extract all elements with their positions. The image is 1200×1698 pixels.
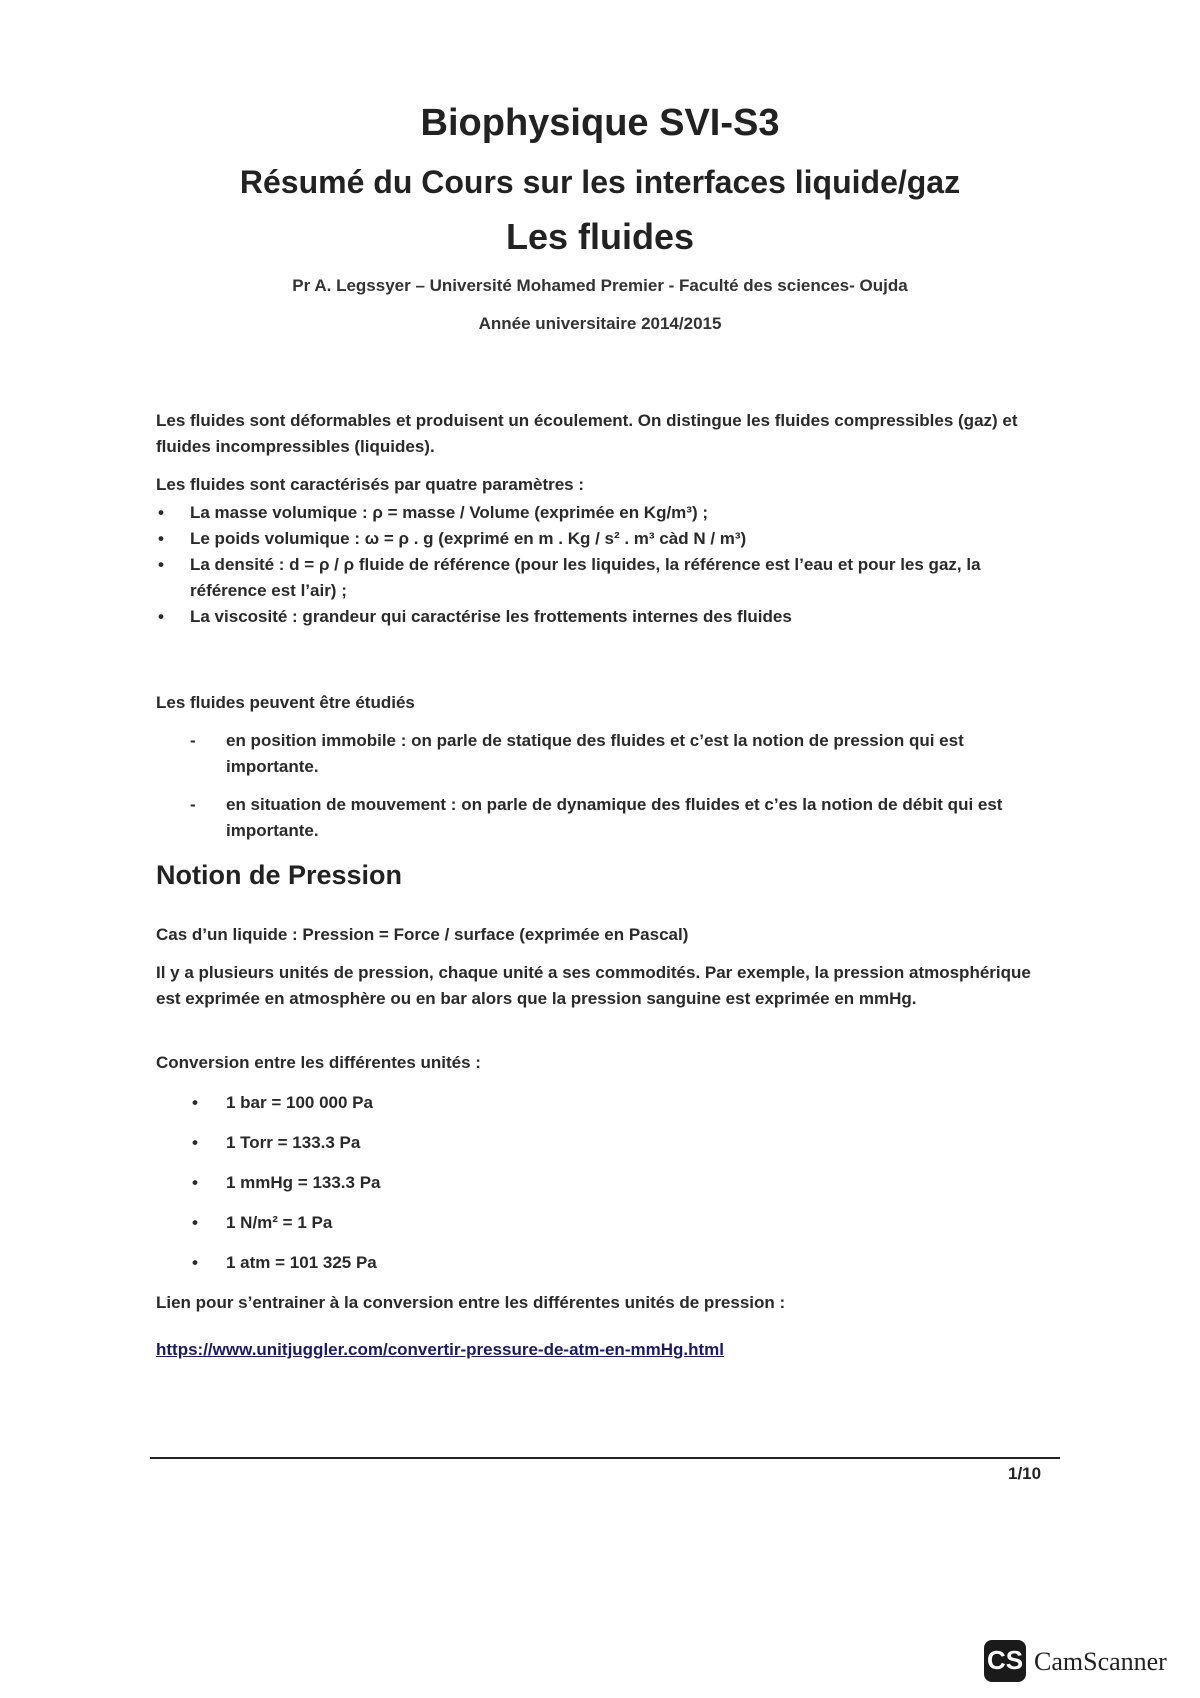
bullet-icon: • — [158, 529, 164, 548]
list-item: • Le poids volumique : ω = ρ . g (exprimé en m . Kg / s² . m³ càd N / m³) — [156, 526, 1056, 552]
bullet-icon: • — [192, 1133, 198, 1152]
list-item: • 1 Torr = 133.3 Pa — [190, 1130, 790, 1170]
study-list — [190, 728, 1060, 856]
camscanner-logo-icon: CS — [984, 1640, 1026, 1682]
pressure-definition: Cas d’un liquide : Pression = Force / surface (exprimée en Pascal) — [156, 925, 689, 944]
unit-converter-link[interactable]: https://www.unitjuggler.com/convertir-pressure-de-atm-en-mmHg.html — [156, 1340, 724, 1359]
bullet-icon: • — [192, 1253, 198, 1272]
link-intro: Lien pour s’entrainer à la conversion entre les différentes unités de pression : — [156, 1293, 786, 1312]
bullet-icon: • — [192, 1213, 198, 1232]
intro-paragraph — [156, 408, 1056, 460]
page-number: 1/10 — [1008, 1464, 1042, 1483]
list-item: - en position immobile : on parle de statique des fluides et c’est la notion de pression qui est importante. — [190, 728, 1060, 780]
intro-emphasis: écoulement. — [533, 411, 634, 430]
list-item: • La viscosité : grandeur qui caractérise les frottements internes des fluides — [156, 604, 1056, 630]
document-subtitle: Résumé du Cours sur les interfaces liquide/gaz — [239, 164, 961, 200]
list-item: • 1 mmHg = 133.3 Pa — [190, 1170, 790, 1210]
intro-text: et produisent un — [391, 411, 534, 430]
params-intro: Les fluides sont caractérisés par quatre paramètres : — [156, 475, 585, 494]
bullet-icon: • — [158, 607, 164, 626]
conversion-list — [190, 1090, 790, 1290]
units-paragraph: Il y a plusieurs unités de pression, chaque unité a ses commodités. Par exemple, la pression atmosphérique est exprimée en atmosphère ou en bar alors que la pression sanguine est exprimée en mmHg. — [156, 963, 1031, 1008]
intro-text: Les fluides sont — [156, 411, 291, 430]
intro-emphasis: déformables — [290, 411, 392, 430]
section-heading: Notion de Pression — [156, 860, 403, 890]
document-topic-title: Les fluides — [505, 216, 695, 257]
dash-icon: - — [190, 795, 196, 814]
footer-divider — [150, 1457, 1060, 1459]
list-item: • 1 atm = 101 325 Pa — [190, 1250, 790, 1290]
camscanner-watermark: CamScanner — [1034, 1647, 1167, 1676]
list-item: - en situation de mouvement : on parle de dynamique des fluides et c’es la notion de débit qui est importante. — [190, 792, 1060, 844]
list-item: • La densité : d = ρ / ρ fluide de référence (pour les liquides, la référence est l’eau et pour les gaz, la référence est l’air) ; — [156, 552, 1056, 604]
intro-text: On distingue les fluides compressibles (gaz) et fluides incompressibles (liquides). — [156, 411, 1018, 456]
author-line: Pr A. Legssyer – Université Mohamed Premier - Faculté des sciences- Oujda — [292, 276, 908, 295]
study-intro: Les fluides peuvent être étudiés — [156, 693, 415, 712]
dash-icon: - — [190, 731, 196, 750]
academic-year: Année universitaire 2014/2015 — [478, 314, 722, 333]
list-item: • 1 N/m² = 1 Pa — [190, 1210, 790, 1250]
list-item: • 1 bar = 100 000 Pa — [190, 1090, 790, 1130]
bullet-icon: • — [192, 1093, 198, 1112]
list-item: • La masse volumique : ρ = masse / Volume (exprimée en Kg/m³) ; — [156, 500, 1056, 526]
bullet-icon: • — [192, 1173, 198, 1192]
conversion-intro: Conversion entre les différentes unités : — [156, 1053, 481, 1072]
bullet-icon: • — [158, 555, 164, 574]
document-title: Biophysique SVI-S3 — [420, 102, 780, 144]
bullet-icon: • — [158, 503, 164, 522]
parameter-list — [156, 500, 1056, 630]
